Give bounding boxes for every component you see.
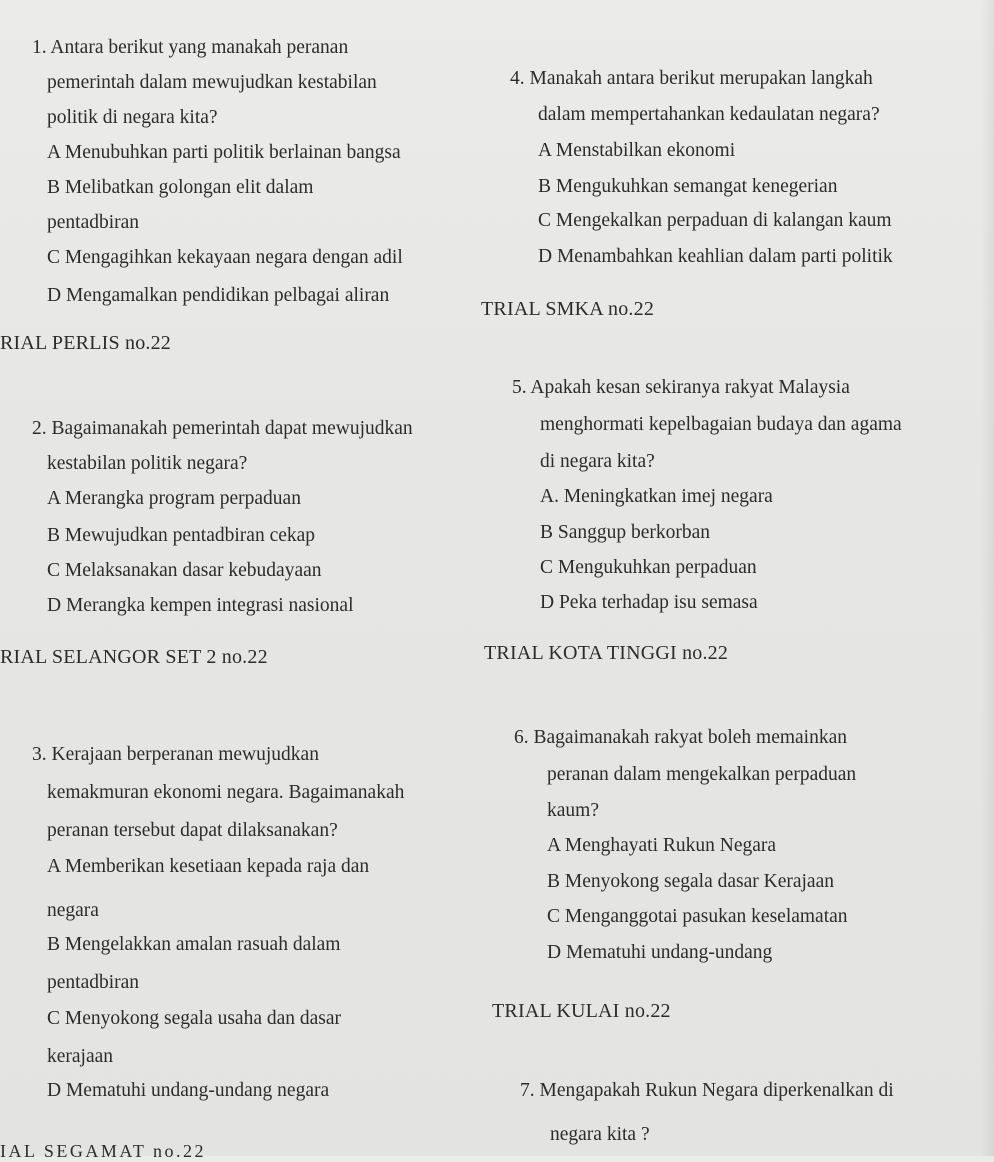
question-6-option-d: D Mematuhi undang-undang (547, 942, 773, 963)
question-5-stem-line-3: di negara kita? (540, 451, 655, 472)
question-4-option-d: D Menambahkan keahlian dalam parti politik (538, 246, 893, 267)
page-shadow-edge (980, 0, 994, 1156)
question-4-option-a: A Menstabilkan ekonomi (538, 140, 736, 161)
question-1-stem-line-2: pemerintah dalam mewujudkan kestabilan (47, 72, 377, 93)
question-2-stem-line-2: kestabilan politik negara? (47, 453, 248, 474)
question-3-option-a-cont: negara (47, 900, 99, 921)
question-5-option-d: D Peka terhadap isu semasa (540, 592, 758, 613)
question-1-option-b: B Melibatkan golongan elit dalam (47, 177, 314, 198)
question-4-source-label: TRIAL SMKA no.22 (481, 298, 655, 320)
question-4-option-c: C Mengekalkan perpaduan di kalangan kaum (538, 210, 892, 231)
question-2-source-label: RIAL SELANGOR SET 2 no.22 (0, 646, 268, 668)
question-2-option-a: A Merangka program perpaduan (47, 488, 301, 509)
question-5-stem-line-2: menghormati kepelbagaian budaya dan agama (540, 414, 902, 435)
question-3-source-label: IAL SEGAMAT no.22 (0, 1141, 207, 1161)
question-5-option-a: A. Meningkatkan imej negara (540, 486, 773, 507)
question-6-option-a: A Menghayati Rukun Negara (547, 835, 777, 856)
question-2-stem-line-1: 2. Bagaimanakah pemerintah dapat mewujudkan (32, 418, 413, 439)
question-6-option-c: C Menganggotai pasukan keselamatan (547, 906, 848, 927)
question-3-stem-line-1: 3. Kerajaan berperanan mewujudkan (32, 744, 319, 765)
question-7-stem-line-2: negara kita ? (550, 1124, 650, 1145)
question-1-source-label: RIAL PERLIS no.22 (0, 332, 171, 354)
question-1-option-a: A Menubuhkan parti politik berlainan bangsa (47, 142, 401, 163)
question-5-stem-line-1: 5. Apakah kesan sekiranya rakyat Malaysia (512, 377, 850, 398)
question-3-option-a: A Memberikan kesetiaan kepada raja dan (47, 856, 370, 877)
question-7-stem-line-1: 7. Mengapakah Rukun Negara diperkenalkan di (520, 1080, 894, 1101)
question-2-option-b: B Mewujudkan pentadbiran cekap (47, 525, 316, 546)
question-1-stem-line-1: 1. Antara berikut yang manakah peranan (32, 37, 349, 58)
question-6-stem-line-1: 6. Bagaimanakah rakyat boleh memainkan (514, 727, 848, 748)
question-6-source-label: TRIAL KULAI no.22 (492, 1000, 671, 1022)
question-3-stem-line-2: kemakmuran ekonomi negara. Bagaimanakah (47, 782, 405, 803)
question-6-stem-line-3: kaum? (547, 800, 599, 821)
question-5-source-label: TRIAL KOTA TINGGI no.22 (484, 642, 729, 664)
question-4-option-b: B Mengukuhkan semangat kenegerian (538, 176, 838, 197)
question-3-option-b-cont: pentadbiran (47, 972, 140, 993)
question-4-stem-line-1: 4. Manakah antara berikut merupakan langkah (510, 68, 873, 89)
question-3-stem-line-3: peranan tersebut dapat dilaksanakan? (47, 820, 338, 841)
question-3-option-c: C Menyokong segala usaha dan dasar (47, 1008, 342, 1029)
question-6-option-b: B Menyokong segala dasar Kerajaan (547, 871, 834, 892)
question-1-option-c: C Mengagihkan kekayaan negara dengan adil (47, 247, 403, 268)
question-3-option-b: B Mengelakkan amalan rasuah dalam (47, 934, 341, 955)
question-6-stem-line-2: peranan dalam mengekalkan perpaduan (547, 764, 857, 785)
question-3-option-c-cont: kerajaan (47, 1046, 114, 1067)
question-2-option-c: C Melaksanakan dasar kebudayaan (47, 560, 322, 581)
question-1-option-d: D Mengamalkan pendidikan pelbagai aliran (47, 285, 390, 306)
question-5-option-b: B Sanggup berkorban (540, 522, 711, 543)
question-1-option-b-cont: pentadbiran (47, 212, 140, 233)
question-5-option-c: C Mengukuhkan perpaduan (540, 557, 757, 578)
question-3-option-d: D Mematuhi undang-undang negara (47, 1080, 330, 1101)
question-2-option-d: D Merangka kempen integrasi nasional (47, 595, 354, 616)
question-4-stem-line-2: dalam mempertahankan kedaulatan negara? (538, 104, 880, 125)
question-1-stem-line-3: politik di negara kita? (47, 107, 218, 128)
